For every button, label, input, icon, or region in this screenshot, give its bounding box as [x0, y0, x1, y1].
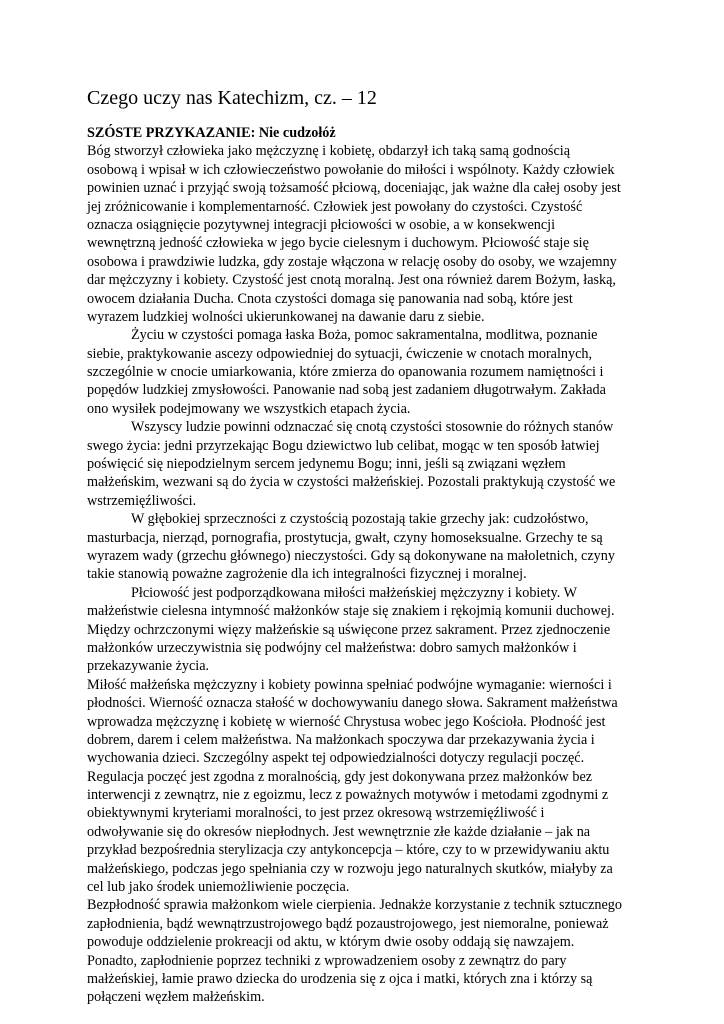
- text-line: Między ochrzczonymi więzy małżeńskie są uświęcone przez sakrament. Przez zjednoczenie: [87, 621, 611, 638]
- text-line: osobową i wpisał w ich człowieczeństwo powołanie do miłości i wspólnoty. Każdy człowiek: [87, 161, 615, 178]
- text-line: powoduje oddzielenie prokreacji od aktu, w którym dwie osoby oddają się nawzajem.: [87, 934, 575, 951]
- text-line: małżeństwie cielesna intymność małżonków staje się znakiem i rękojmią komunii duchowej.: [87, 603, 615, 620]
- document-title: Czego uczy nas Katechizm, cz. – 12: [87, 87, 377, 109]
- text-line: małżeńskiego, podczas jego spełniania czy w rozwoju jego naturalnych skutków, miałyby za: [87, 860, 613, 877]
- text-line: powinien uznać i przyjąć swoją tożsamość płciową, doceniając, jak ważne dla całej osoby jest: [87, 180, 621, 197]
- text-line: wychowania dzieci. Szczególny aspekt tej odpowiedzialności dotyczy regulacji poczęć.: [87, 750, 585, 767]
- text-line: wprowadza mężczyznę i kobietę w wierność Chrystusa wobec jego Kościoła. Płodność jest: [87, 713, 606, 730]
- text-line: obiektywnymi kryteriami moralności, to jest przez okresową wstrzemięźliwość i: [87, 805, 545, 822]
- text-line: popędów ludzkiej zmysłowości. Panowanie nad sobą jest zadaniem długotrwałym. Zakłada: [87, 382, 606, 399]
- text-line: wstrzemięźliwości.: [87, 492, 197, 509]
- text-line: cel lub jako środek uniemożliwienie poczęcia.: [87, 879, 350, 896]
- text-line: szczególnie w cnocie umiarkowania, które zmierza do opanowania rozumem namiętności i: [87, 364, 604, 381]
- text-line: Wszyscy ludzie powinni odznaczać się cnotą czystości stosownie do różnych stanów: [131, 419, 614, 436]
- text-line: oznacza osiągnięcie pozytywnej integracji płciowości w osobie, a w konsekwencji: [87, 216, 556, 233]
- text-line: interwencji z zewnątrz, nie z egoizmu, lecz z poważnych motywów i metodami zgodnymi z: [87, 787, 609, 804]
- text-line: siebie, praktykowanie ascezy odpowiedniej do sytuacji, ćwiczenie w cnotach moralnych,: [87, 345, 593, 362]
- text-line: jej zróżnicowanie i komplementarność. Człowiek jest powołany do czystości. Czystość: [87, 198, 583, 215]
- text-line: swego życia: jedni przyrzekając Bogu dziewictwo lub celibat, mogąc w ten sposób łatwiej: [87, 437, 600, 454]
- text-line: W głębokiej sprzeczności z czystością pozostają takie grzechy jak: cudzołóstwo,: [131, 511, 589, 528]
- text-line: małżeńskim, wezwani są do życia w czystości małżeńskiej. Pozostali praktykują czystość we: [87, 474, 616, 491]
- text-line: Regulacja poczęć jest zgodna z moralnością, gdy jest dokonywana przez małżonków bez: [87, 768, 593, 785]
- text-line: małżeńskiej, łamie prawo dziecka do urodzenia się z ojca i matki, których zna i którzy są: [87, 970, 593, 987]
- text-line: Bezpłodność sprawia małżonkom wiele cierpienia. Jednakże korzystanie z technik sztucznego: [87, 897, 622, 914]
- document-body: [87, 124, 647, 1007]
- text-line: owocem działania Ducha. Cnota czystości domaga się panowania nad sobą, które jest: [87, 290, 573, 307]
- text-line: przykład bezpośrednia sterylizacja czy antykoncepcja – które, czy to w przewidywaniu aktu: [87, 842, 610, 859]
- text-line: wyrazem wady (grzechu głównego) nieczystości. Gdy są dokonywane na małoletnich, czyny: [87, 547, 615, 564]
- section-heading: SZÓSTE PRZYKAZANIE: Nie cudzołóż: [87, 125, 336, 141]
- text-line: dobrem, darem i celem małżeństwa. Na małżonkach spoczywa dar przekazywania życia i: [87, 731, 595, 748]
- text-line: małżonków urzeczywistnia się podwójny cel małżeństwa: dobro samych małżonków i: [87, 639, 577, 656]
- text-line: wewnętrzną jedność człowieka w jego bycie cielesnym i duchowym. Płciowość staje się: [87, 235, 589, 252]
- text-line: ono wysiłek podejmowany we wszystkich etapach życia.: [87, 400, 411, 417]
- text-line: poświęcić się niepodzielnym sercem jedynemu Bogu; inni, jeśli są związani węzłem: [87, 456, 566, 473]
- text-line: Ponadto, zapłodnienie poprzez techniki z wprowadzeniem osoby z zewnątrz do pary: [87, 952, 567, 969]
- text-line: zapłodnienia, bądź wewnątrzustrojowego bądź pozaustrojowego, jest niemoralne, ponieważ: [87, 915, 609, 932]
- text-line: wyrazem ludzkiej wolności ukierunkowanej na dawanie daru z siebie.: [87, 308, 485, 325]
- text-line: Miłość małżeńska mężczyzny i kobiety powinna spełniać podwójne wymaganie: wierności i: [87, 676, 612, 693]
- text-line: masturbacja, nierząd, pornografia, prostytucja, gwałt, czyny homoseksualne. Grzechy te są: [87, 529, 603, 546]
- text-line: osobowa i prawdziwie ludzka, gdy zostaje włączona w relację osoby do osoby, we wzajemny: [87, 253, 617, 270]
- text-line: płodności. Wierność oznacza stałość w dochowywaniu danego słowa. Sakrament małżeństwa: [87, 695, 618, 712]
- text-line: Życiu w czystości pomaga łaska Boża, pomoc sakramentalna, modlitwa, poznanie: [131, 327, 598, 344]
- text-line: takie stanowią poważne zagrożenie dla ich integralności fizycznej i moralnej.: [87, 566, 527, 583]
- text-line: połączeni węzłem małżeńskim.: [87, 989, 265, 1006]
- text-line: dar mężczyzny i kobiety. Czystość jest cnotą moralną. Jest ona również darem Bożym, łaską,: [87, 272, 616, 289]
- text-line: przekazywanie życia.: [87, 658, 210, 675]
- text-line: Bóg stworzył człowieka jako mężczyznę i kobietę, obdarzył ich taką samą godnością: [87, 143, 570, 160]
- text-line: odwoływanie się do okresów niepłodnych. Jest wewnętrznie złe każde działanie – jak na: [87, 823, 591, 840]
- text-line: Płciowość jest podporządkowana miłości małżeńskiej mężczyzny i kobiety. W: [131, 584, 577, 601]
